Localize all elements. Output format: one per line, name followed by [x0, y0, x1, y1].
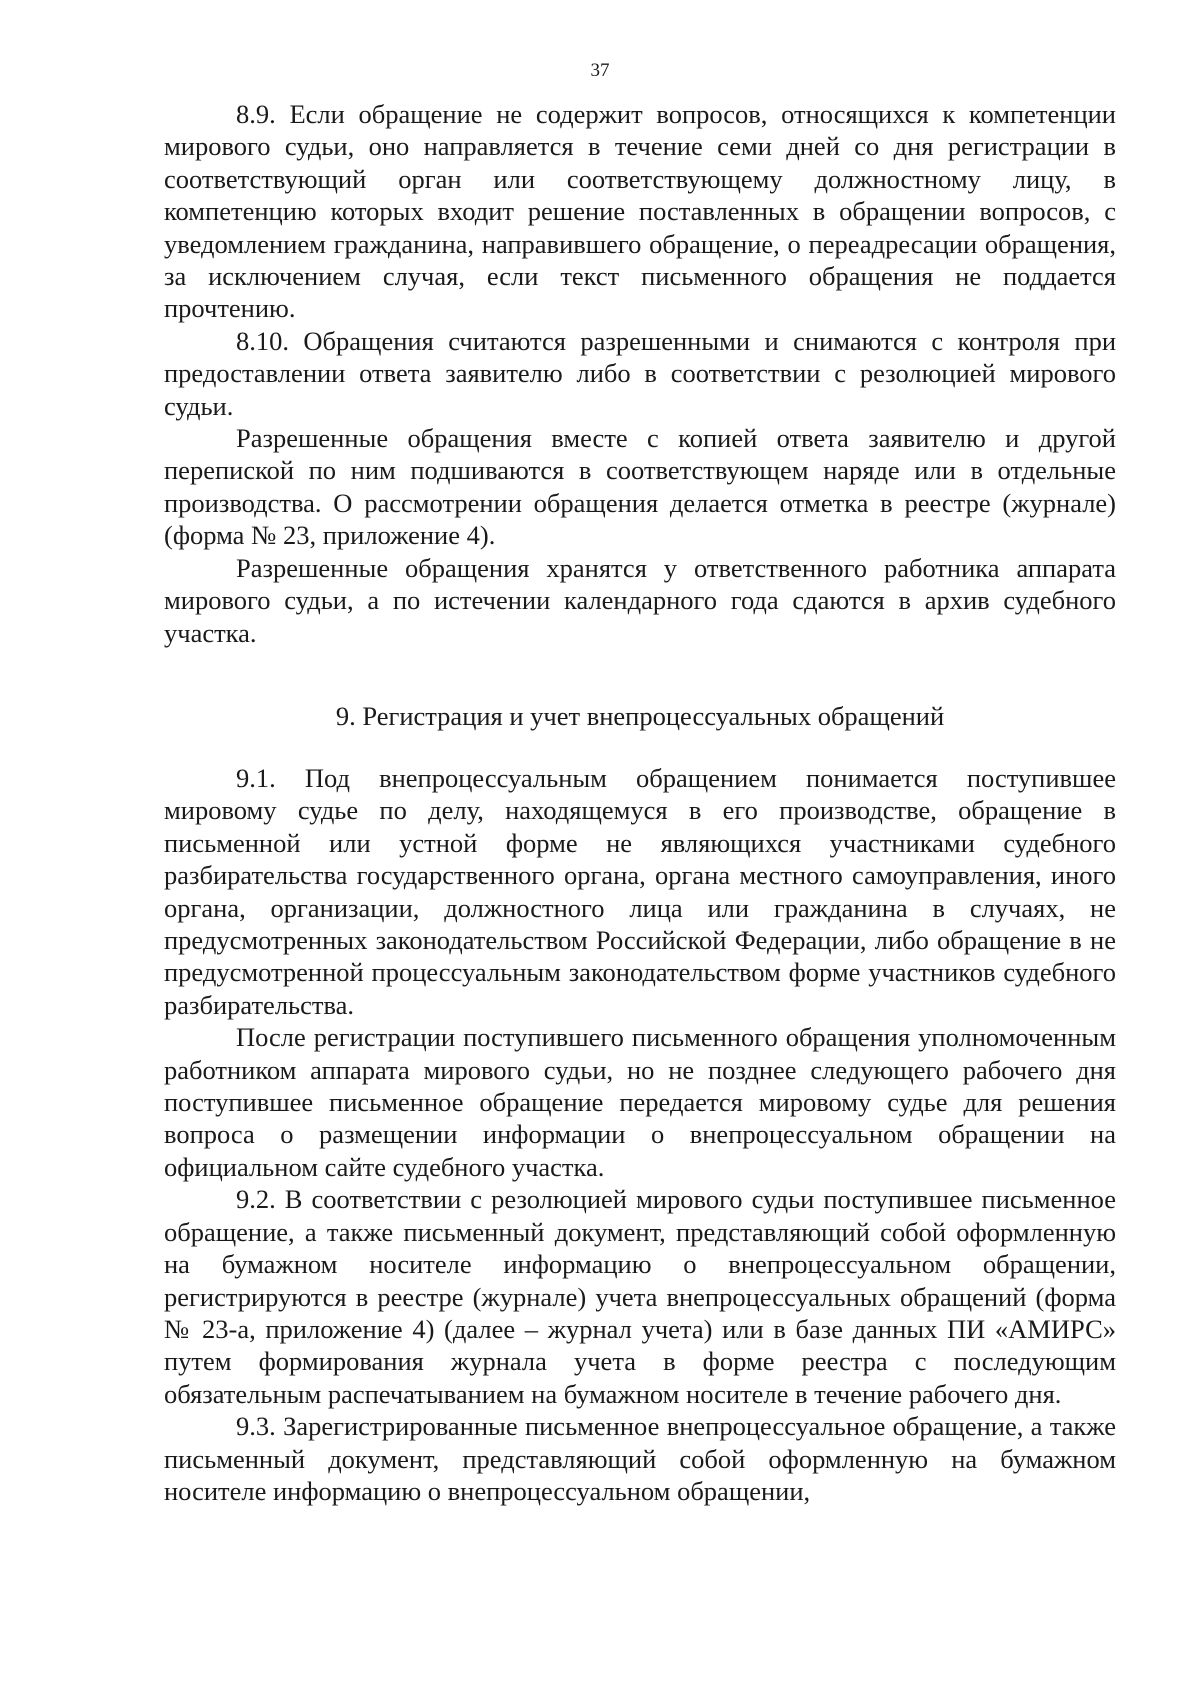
page-number: 37 — [590, 60, 610, 81]
paragraph-8-9: 8.9. Если обращение не содержит вопросов, относящихся к компетенции мирового судьи, оно направляется в течение семи дней со дня регистрации в соответствующий орган или соответствующему должностному лицу, в компетенцию которых входит решение поставленных в обращении вопросов, с уведомлением гражданина, направившего обращение, о переадресации обращения, за исключением случая, если текст письменного обращения не поддается прочтению. — [164, 99, 1116, 324]
paragraph-resolved-appeals-storage: Разрешенные обращения хранятся у ответственного работника аппарата мирового судьи, а по истечении календарного года сдаются в архив судебного участка. — [164, 552, 1116, 648]
paragraph-8-10: 8.10. Обращения считаются разрешенными и снимаются с контроля при предоставлении ответа заявителю либо в соответствии с резолюцией мирового судьи. — [164, 325, 1116, 421]
paragraph-9-3: 9.3. Зарегистрированные письменное внепроцессуальное обращение, а также письменный документ, представляющий собой оформленную на бумажном носителе информацию о внепроцессуальном обращении, — [164, 1411, 1116, 1506]
section-8-text — [164, 98, 1116, 649]
paragraph-9-2: 9.2. В соответствии с резолюцией мирового судьи поступившее письменное обращение, а также письменный документ, представляющий собой оформленную на бумажном носителе информацию о внепроцессуальном обращении, регистрируются в реестре (журнале) учета внепроцессуальных обращений (форма № 23-а, приложение 4) (далее – журнал учета) или в базе данных ПИ «АМИРС» путем формирования журнала учета в форме реестра с последующим обязательным распечатыванием на бумажном носителе в течение рабочего дня. — [164, 1184, 1116, 1409]
paragraph-after-registration: После регистрации поступившего письменного обращения уполномоченным работником аппарата мирового судьи, но не позднее следующего рабочего дня поступившее письменное обращение передается мировому судье для решения вопроса о размещении информации о внепроцессуальном обращении на официальном сайте судебного участка. — [164, 1022, 1116, 1182]
section-9-heading: 9. Регистрация и учет внепроцессуальных обращений — [335, 701, 945, 731]
section-9-text — [164, 762, 1116, 1507]
paragraph-resolved-appeals-filing: Разрешенные обращения вместе с копией ответа заявителю и другой перепиской по ним подшиваются в соответствующем наряде или в отдельные производства. О рассмотрении обращения делается отметка в реестре (журнале) (форма № 23, приложение 4). — [164, 423, 1116, 551]
paragraph-9-1: 9.1. Под внепроцессуальным обращением понимается поступившее мировому судье по делу, находящемуся в его производстве, обращение в письменной или устной форме не являющихся участниками судебного разбирательства государственного органа, органа местного самоуправления, иного органа, организации, должностного лица или гражданина в случаях, не предусмотренных законодательством Российской Федерации, либо обращение в не предусмотренной процессуальным законодательством форме участников судебного разбирательства. — [164, 763, 1116, 1020]
